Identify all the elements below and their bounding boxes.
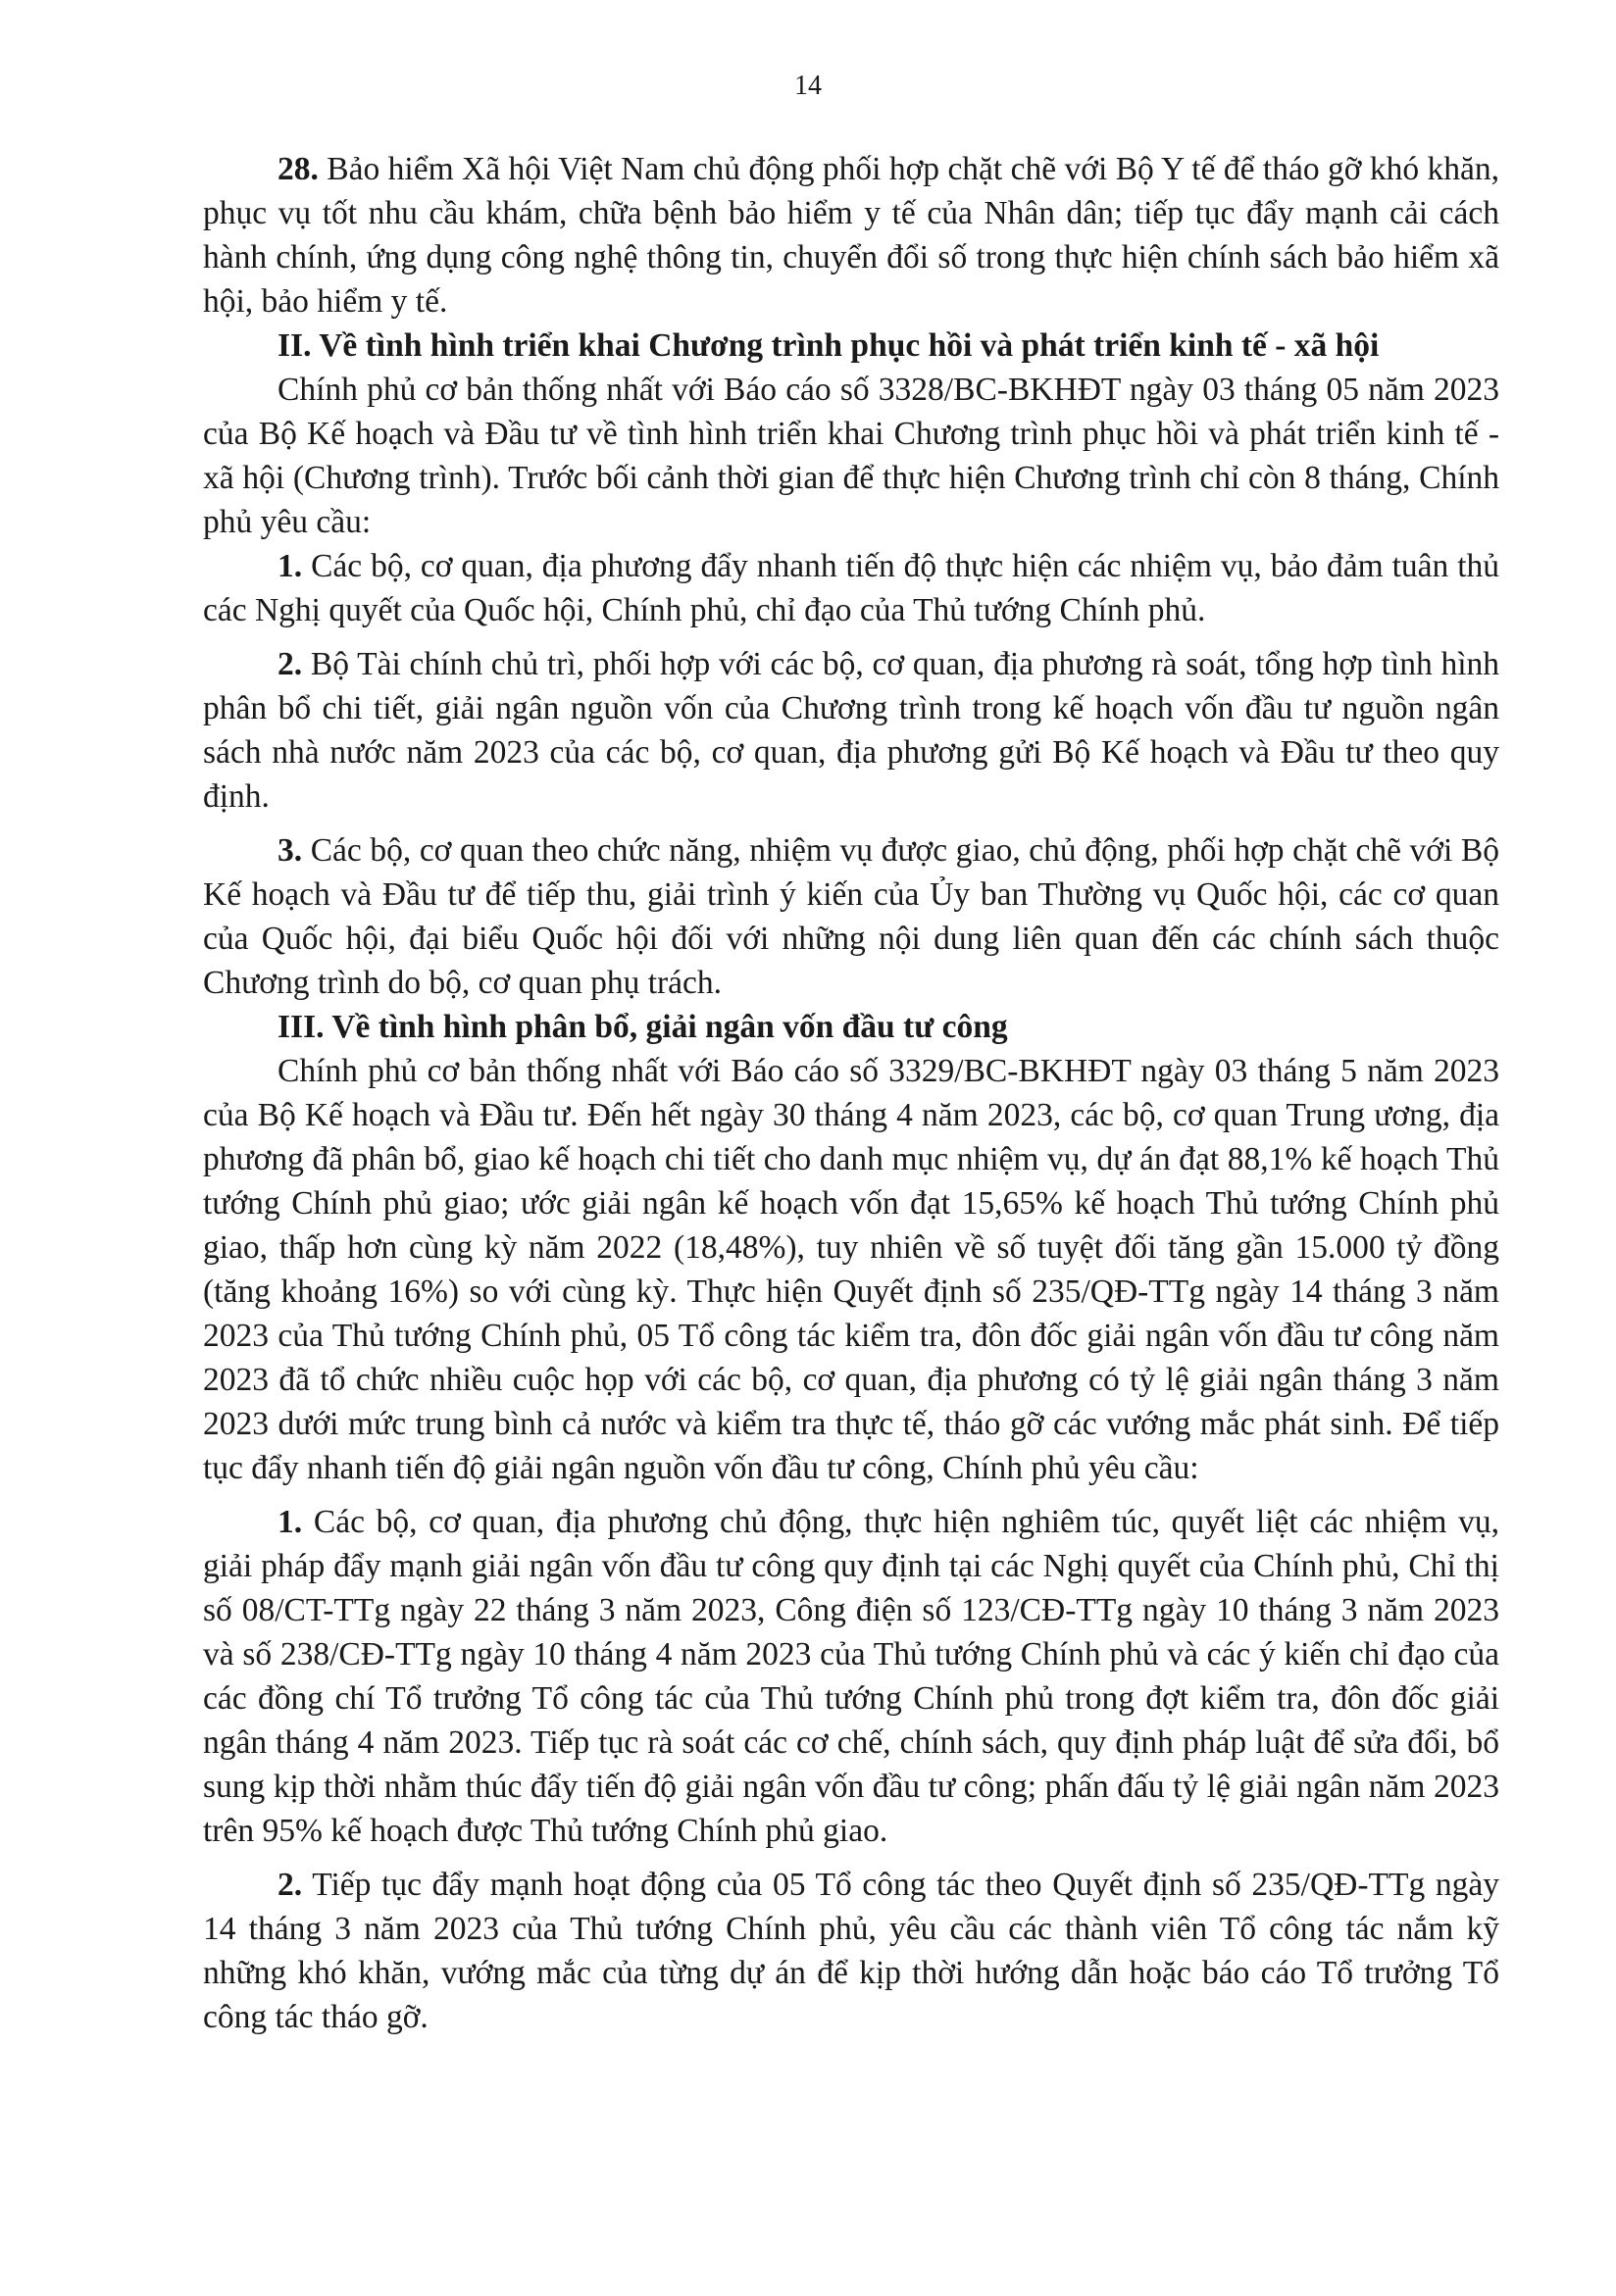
section-intro-3: Chính phủ cơ bản thống nhất với Báo cáo số 3329/BC-BKHĐT ngày 03 tháng 5 năm 2023 của Bộ Kế hoạch và Đầu tư. Đến hết ngày 30 tháng 4 năm 2023, các bộ, cơ quan Trung ương, địa phương đã phân bổ, giao kế hoạch chi tiết cho danh mục nhiệm vụ, dự án đạt 88,1% kế hoạch Thủ tướng Chính phủ giao; ước giải ngân kế hoạch vốn đạt 15,65% kế hoạch Thủ tướng Chính phủ giao, thấp hơn cùng kỳ năm 2022 (18,48%), tuy nhiên về số tuyệt đối tăng gần 15.000 tỷ đồng (tăng khoảng 16%) so với cùng kỳ. Thực hiện Quyết định số 235/QĐ-TTg ngày 14 tháng 3 năm 2023 của Thủ tướng Chính phủ, 05 Tổ công tác kiểm tra, đôn đốc giải ngân vốn đầu tư công năm 2023 đã tổ chức nhiều cuộc họp với các bộ, cơ quan, địa phương có tỷ lệ giải ngân tháng 3 năm 2023 dưới mức trung bình cả nước và kiểm tra thực tế, tháo gỡ các vướng mắc phát sinh. Để tiếp tục đẩy nhanh tiến độ giải ngân nguồn vốn đầu tư công, Chính phủ yêu cầu:: [203, 1053, 1499, 1486]
section-2-item-3: [203, 828, 1499, 1005]
item-number: 1.: [278, 1504, 303, 1540]
section-2-item-2: [203, 642, 1499, 819]
section-2-item-1: [203, 544, 1499, 632]
item-text: Bảo hiểm Xã hội Việt Nam chủ động phối hợp chặt chẽ với Bộ Y tế để tháo gỡ khó khăn, phục vụ tốt nhu cầu khám, chữa bệnh bảo hiểm y tế của Nhân dân; tiếp tục đẩy mạnh cải cách hành chính, ứng dụng công nghệ thông tin, chuyển đổi số trong thực hiện chính sách bảo hiểm xã hội, bảo hiểm y tế.: [203, 151, 1500, 320]
paragraph-item-28: [203, 147, 1499, 324]
item-number: 3.: [278, 832, 303, 869]
document-body: [203, 147, 1499, 2039]
item-text: Bộ Tài chính chủ trì, phối hợp với các bộ, cơ quan, địa phương rà soát, tổng hợp tình hình phân bổ chi tiết, giải ngân nguồn vốn của Chương trình trong kế hoạch vốn đầu tư nguồn ngân sách nhà nước năm 2023 của các bộ, cơ quan, địa phương gửi Bộ Kế hoạch và Đầu tư theo quy định.: [203, 646, 1500, 815]
item-text: Các bộ, cơ quan theo chức năng, nhiệm vụ được giao, chủ động, phối hợp chặt chẽ với Bộ Kế hoạch và Đầu tư để tiếp thu, giải trình ý kiến của Ủy ban Thường vụ Quốc hội, các cơ quan của Quốc hội, đại biểu Quốc hội đối với những nội dung liên quan đến các chính sách thuộc Chương trình do bộ, cơ quan phụ trách.: [203, 832, 1499, 1001]
item-number: 2.: [278, 646, 303, 682]
section-3-item-1: [203, 1500, 1499, 1853]
item-number: 2.: [278, 1867, 303, 1903]
item-number: 1.: [278, 548, 303, 584]
page-number: 14: [794, 71, 822, 101]
item-text: Tiếp tục đẩy mạnh hoạt động của 05 Tổ công tác theo Quyết định số 235/QĐ-TTg ngày 14 tháng 3 năm 2023 của Thủ tướng Chính phủ, yêu cầu các thành viên Tổ công tác nắm kỹ những khó khăn, vướng mắc của từng dự án để kịp thời hướng dẫn hoặc báo cáo Tổ trưởng Tổ công tác tháo gỡ.: [203, 1867, 1499, 2035]
item-text: Các bộ, cơ quan, địa phương chủ động, thực hiện nghiêm túc, quyết liệt các nhiệm vụ, giải pháp đẩy mạnh giải ngân vốn đầu tư công quy định tại các Nghị quyết của Chính phủ, Chỉ thị số 08/CT-TTg ngày 22 tháng 3 năm 2023, Công điện số 123/CĐ-TTg ngày 10 tháng 3 năm 2023 và số 238/CĐ-TTg ngày 10 tháng 4 năm 2023 của Thủ tướng Chính phủ và các ý kiến chỉ đạo của các đồng chí Tổ trưởng Tổ công tác của Thủ tướng Chính phủ trong đợt kiểm tra, đôn đốc giải ngân tháng 4 năm 2023. Tiếp tục rà soát các cơ chế, chính sách, quy định pháp luật để sửa đổi, bổ sung kịp thời nhằm thúc đẩy tiến độ giải ngân vốn đầu tư công; phấn đấu tỷ lệ giải ngân năm 2023 trên 95% kế hoạch được Thủ tướng Chính phủ giao.: [203, 1504, 1500, 1849]
item-number: 28.: [278, 151, 319, 187]
item-text: Các bộ, cơ quan, địa phương đẩy nhanh tiến độ thực hiện các nhiệm vụ, bảo đảm tuân thủ các Nghị quyết của Quốc hội, Chính phủ, chỉ đạo của Thủ tướng Chính phủ.: [203, 548, 1500, 628]
section-intro-2: Chính phủ cơ bản thống nhất với Báo cáo số 3328/BC-BKHĐT ngày 03 tháng 05 năm 2023 của Bộ Kế hoạch và Đầu tư về tình hình triển khai Chương trình phục hồi và phát triển kinh tế - xã hội (Chương trình). Trước bối cảnh thời gian để thực hiện Chương trình chỉ còn 8 tháng, Chính phủ yêu cầu:: [203, 372, 1499, 540]
section-heading-3: III. Về tình hình phân bổ, giải ngân vốn đầu tư công: [278, 1009, 1008, 1045]
section-heading-2: II. Về tình hình triển khai Chương trình phục hồi và phát triển kinh tế - xã hội: [278, 327, 1380, 364]
section-3-item-2: [203, 1863, 1499, 2039]
